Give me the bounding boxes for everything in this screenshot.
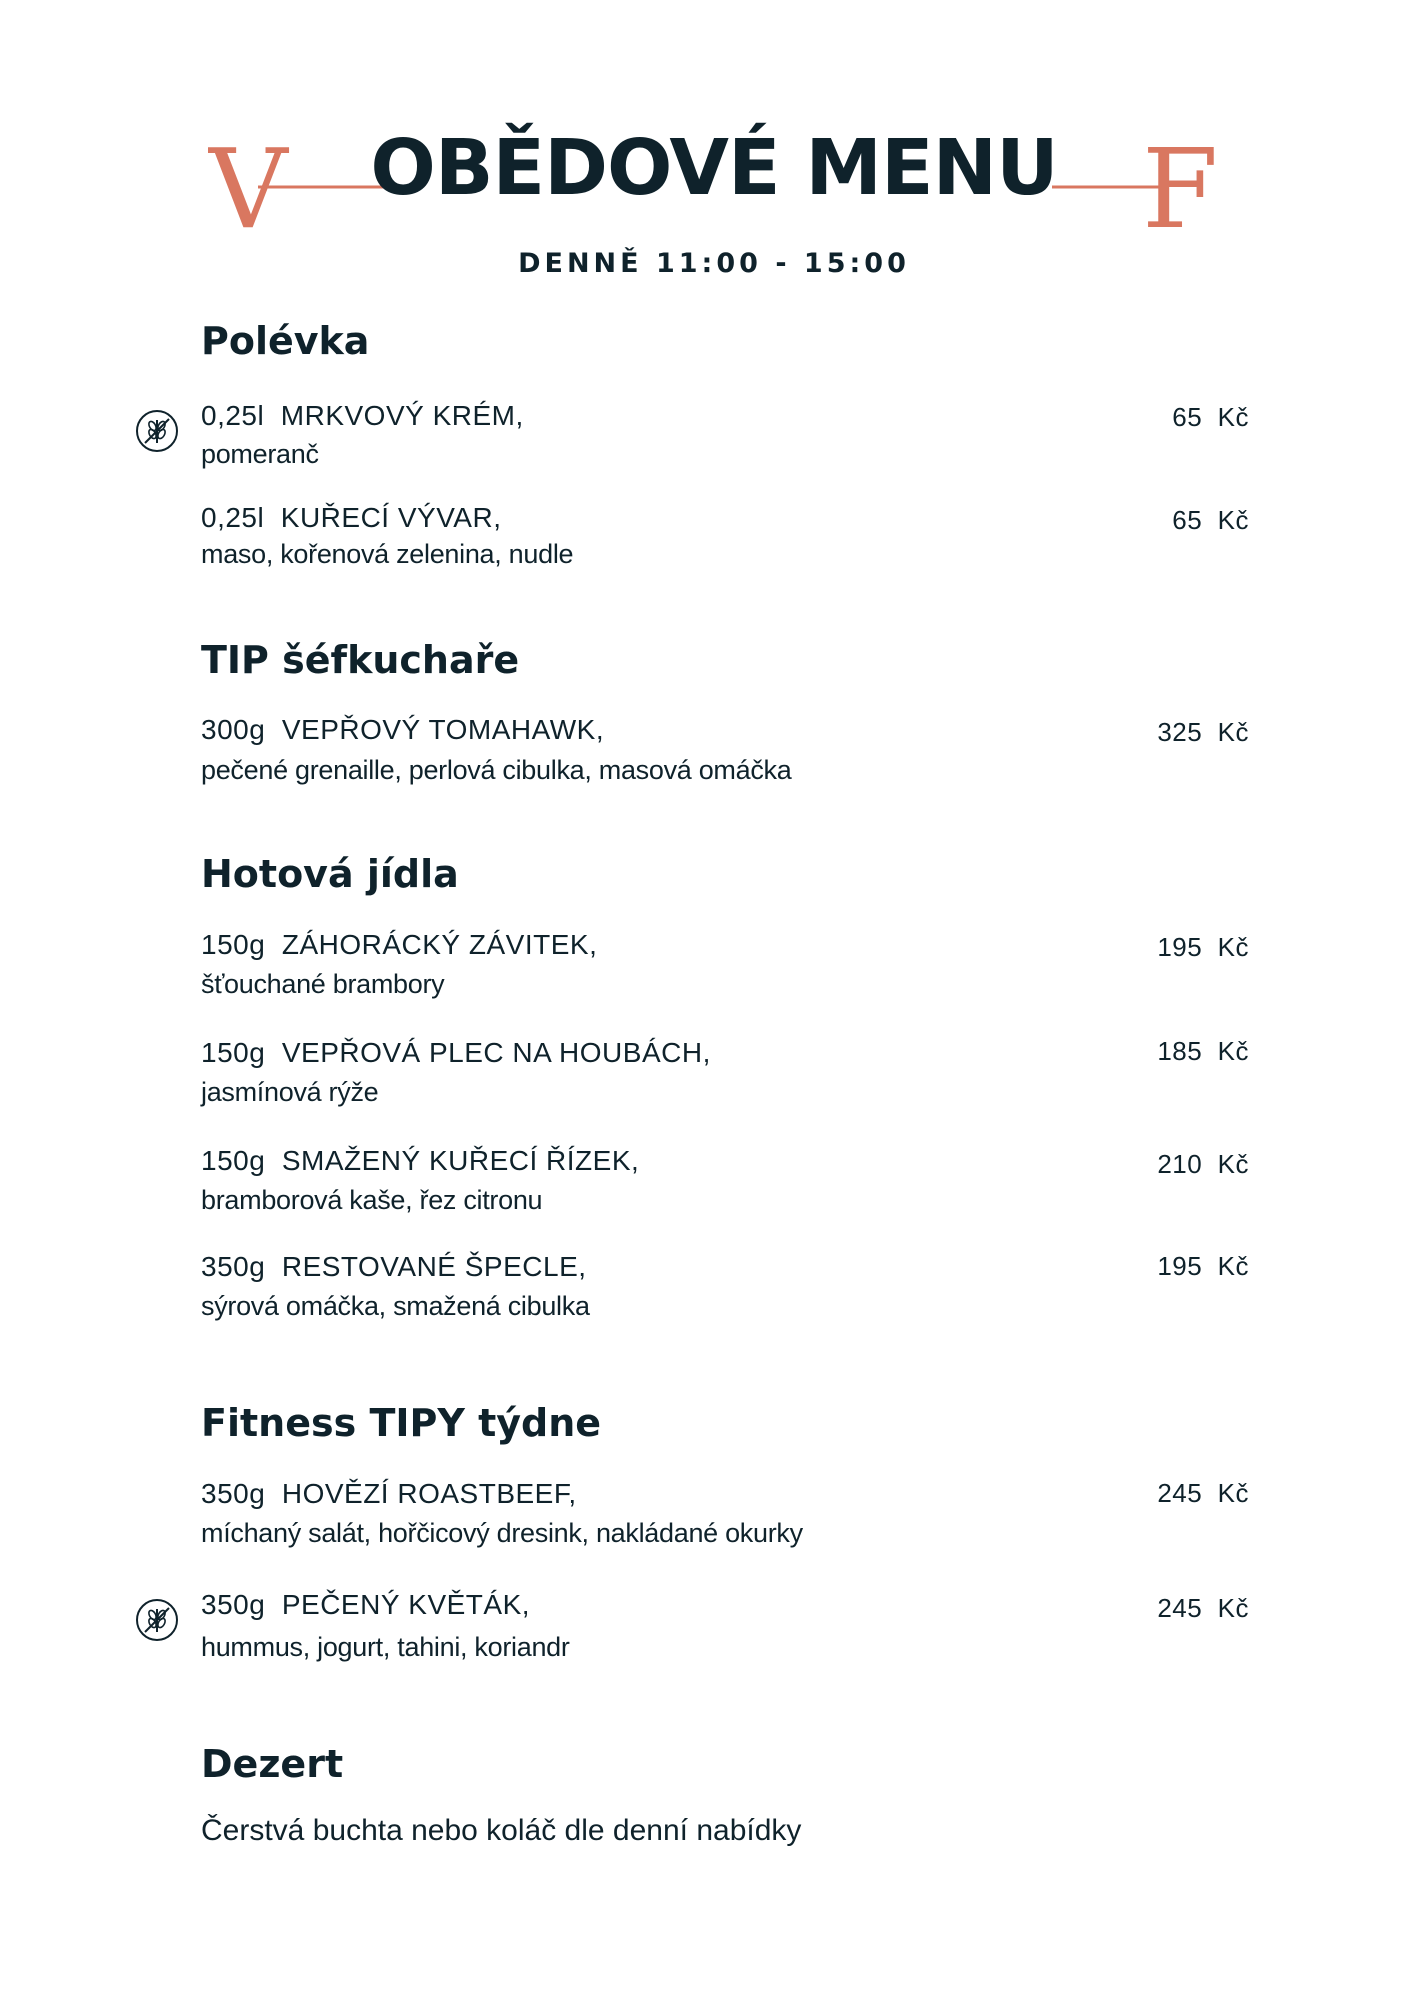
menu-item-price: 195 Kč	[1157, 1251, 1249, 1281]
svg-text:F: F	[1142, 135, 1219, 230]
menu-item-desc: pomeranč	[201, 439, 319, 469]
menu-item-price: 185 Kč	[1157, 1036, 1249, 1066]
section-title-chef: TIP šéfkuchaře	[201, 638, 520, 682]
gluten-free-icon	[135, 409, 179, 453]
menu-item-name: 150g SMAŽENÝ KUŘECÍ ŘÍZEK,	[201, 1145, 640, 1176]
menu-item-price: 65 Kč	[1172, 505, 1249, 535]
menu-item-price: 210 Kč	[1157, 1149, 1249, 1179]
menu-item-desc: šťouchané brambory	[201, 969, 445, 999]
menu-item-price: 195 Kč	[1157, 932, 1249, 962]
section-title-mains: Hotová jídla	[201, 852, 459, 896]
gluten-free-icon	[135, 1598, 179, 1642]
section-title-soup: Polévka	[201, 319, 370, 363]
menu-item-name: 300g VEPŘOVÝ TOMAHAWK,	[201, 714, 605, 745]
menu-item-price: 245 Kč	[1157, 1478, 1249, 1508]
page-title: OBĚDOVÉ MENU	[370, 124, 1058, 213]
logo-f-icon	[1052, 135, 1237, 230]
menu-item-price: 245 Kč	[1157, 1593, 1249, 1623]
dessert-text: Čerstvá buchta nebo koláč dle denní nabídky	[201, 1814, 802, 1847]
menu-item-name: 350g PEČENÝ KVĚTÁK,	[201, 1589, 531, 1620]
section-title-dessert: Dezert	[201, 1742, 344, 1786]
menu-item-name: 150g VEPŘOVÁ PLEC NA HOUBÁCH,	[201, 1037, 711, 1068]
menu-item-name: 0,25l KUŘECÍ VÝVAR,	[201, 502, 502, 533]
menu-item-desc: sýrová omáčka, smažená cibulka	[201, 1291, 590, 1321]
menu-item-name: 150g ZÁHORÁCKÝ ZÁVITEK,	[201, 929, 598, 960]
svg-text:V: V	[208, 135, 288, 230]
menu-item-name: 350g RESTOVANÉ ŠPECLE,	[201, 1251, 587, 1282]
menu-item-desc: míchaný salát, hořčicový dresink, nakládané okurky	[201, 1518, 803, 1548]
menu-item-desc: bramborová kaše, řez citronu	[201, 1185, 543, 1215]
menu-item-desc: pečené grenaille, perlová cibulka, masová omáčka	[201, 755, 792, 785]
menu-item-desc: hummus, jogurt, tahini, koriandr	[201, 1632, 570, 1662]
opening-hours: DENNĚ 11:00 - 15:00	[518, 248, 910, 279]
menu-item-desc: maso, kořenová zelenina, nudle	[201, 539, 574, 569]
menu-header	[0, 0, 1428, 300]
menu-item-desc: jasmínová rýže	[201, 1077, 379, 1107]
section-title-fitness: Fitness TIPY týdne	[201, 1401, 602, 1445]
menu-item-price: 65 Kč	[1172, 402, 1249, 432]
menu-item-name: 350g HOVĚZÍ ROASTBEEF,	[201, 1478, 577, 1509]
menu-item-name: 0,25l MRKVOVÝ KRÉM,	[201, 400, 524, 431]
menu-item-price: 325 Kč	[1157, 717, 1249, 747]
